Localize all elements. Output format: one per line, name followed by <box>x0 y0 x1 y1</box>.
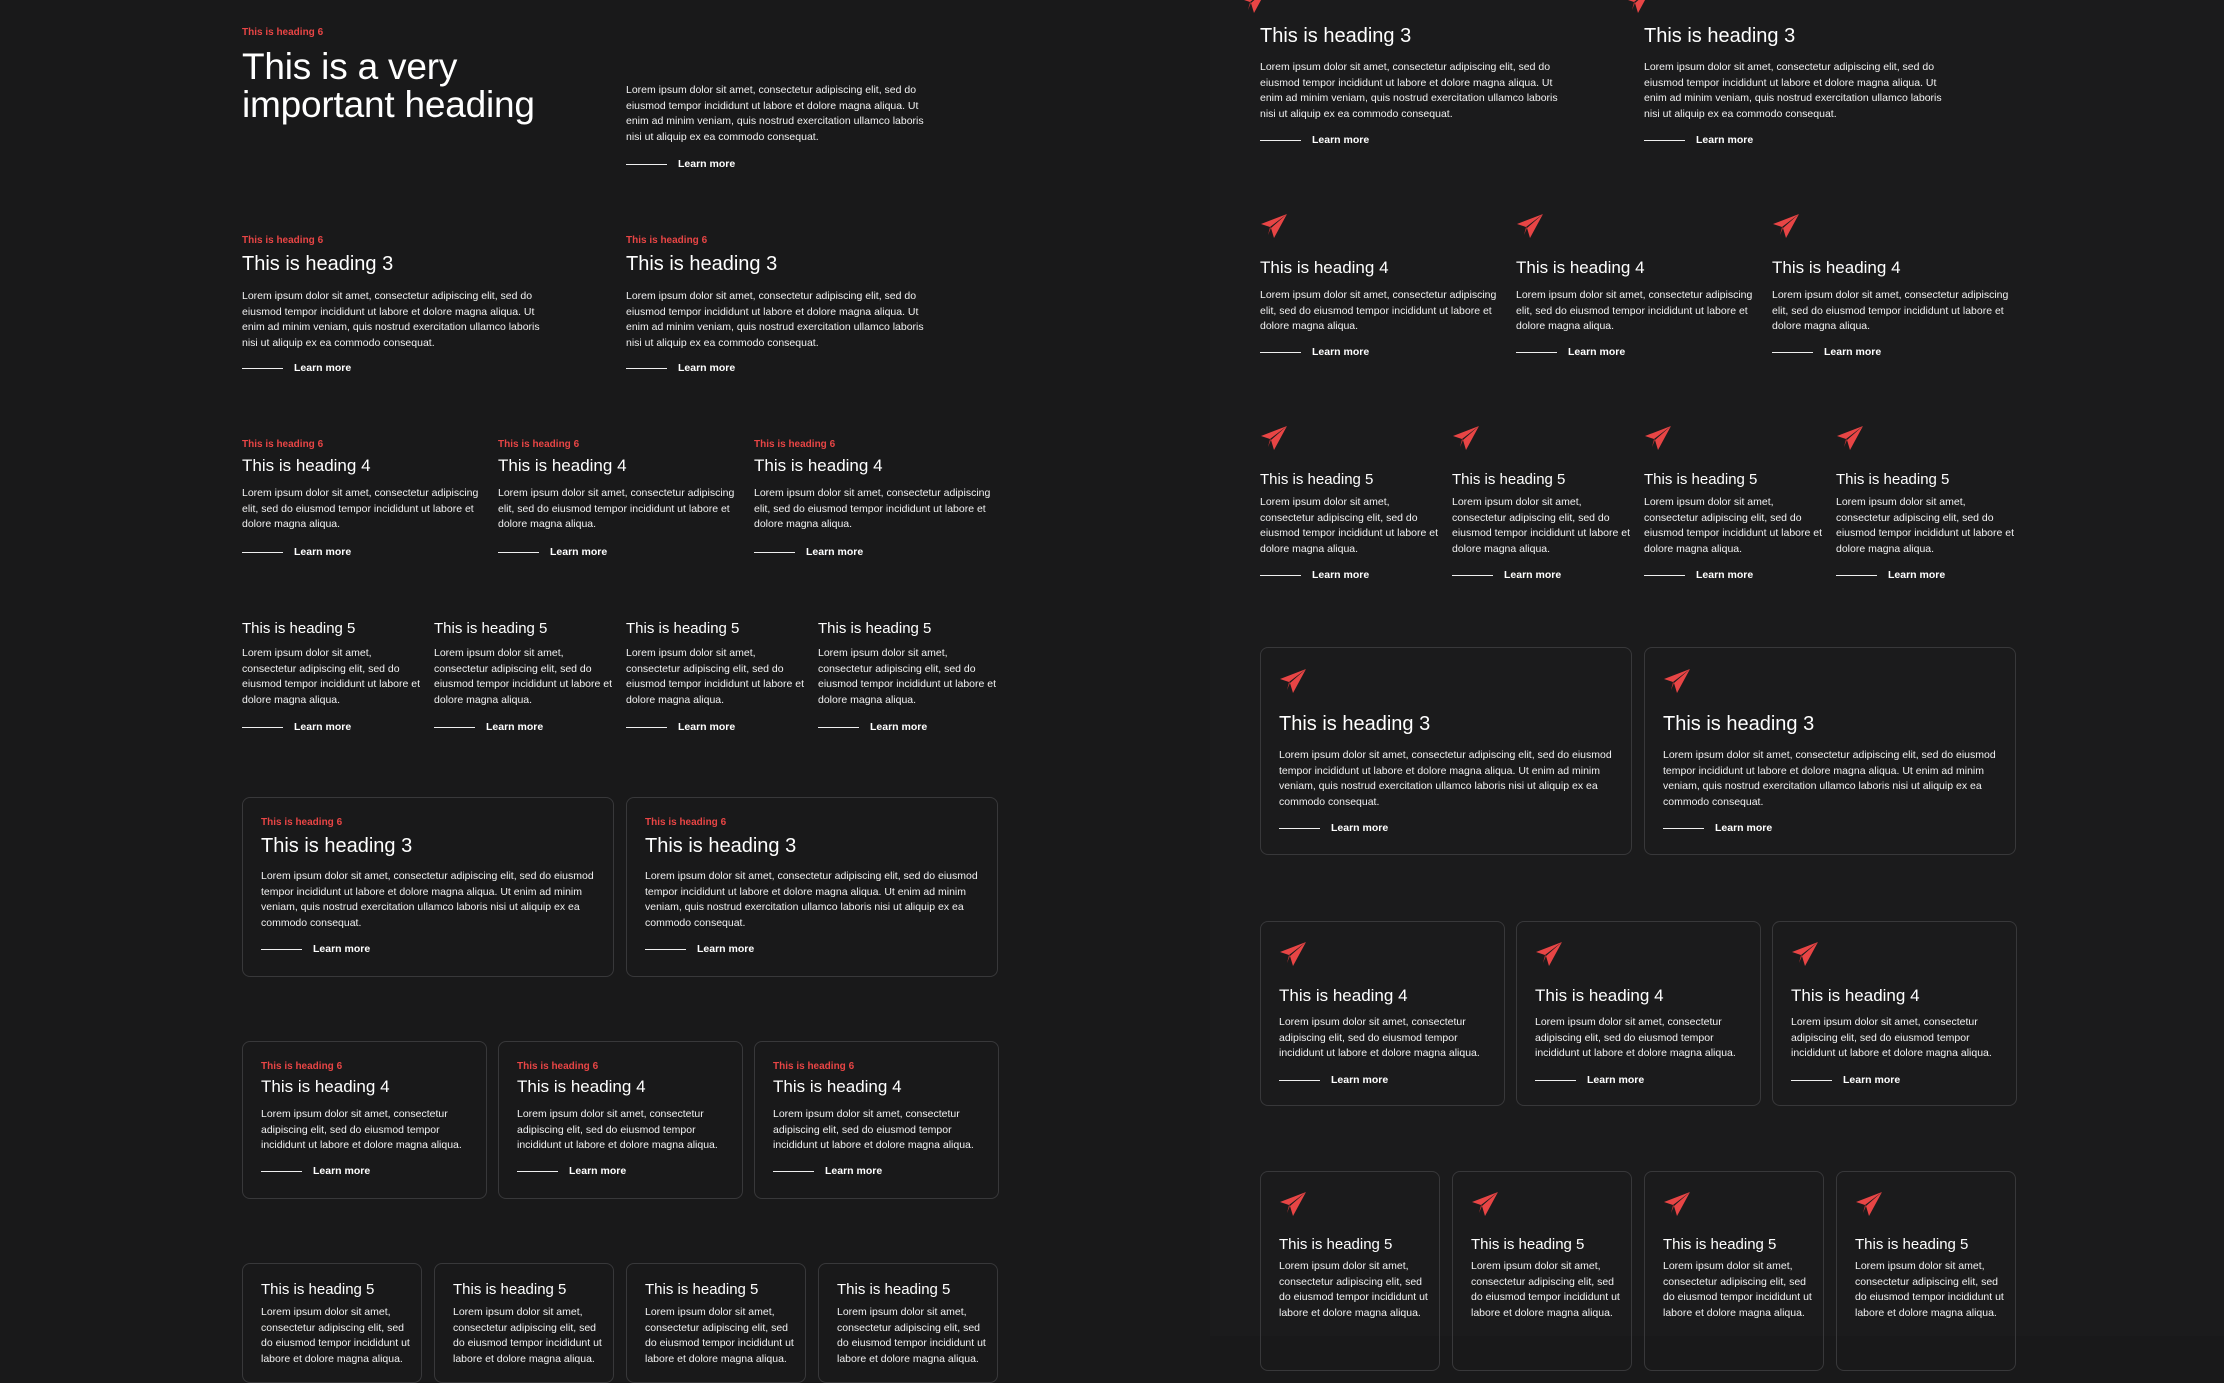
link-line <box>1516 352 1557 353</box>
link-line <box>1644 575 1685 576</box>
section-body: Lorem ipsum dolor sit amet, consectetur adipiscing elit, sed do eiusmod tempor incididunt ut labore et dolore magna aliqua. <box>1836 496 2015 555</box>
learn-more-link[interactable] <box>1260 346 1369 358</box>
learn-more-link[interactable] <box>242 362 351 374</box>
learn-more-label: Learn more <box>825 1165 883 1177</box>
section-body: Lorem ipsum dolor sit amet, consectetur adipiscing elit, sed do eiusmod tempor incididunt ut labore et dolore magna aliqua. Ut enim ad minim veniam, quis nostrud exercitation ullamco laboris nisi ut aliquip ex ea commodo consequat. <box>1260 61 1558 120</box>
card-heading: This is heading 5 <box>1855 1236 1969 1253</box>
card-body: Lorem ipsum dolor sit amet, consectetur adipiscing elit, sed do eiusmod tempor incididunt ut labore et dolore magna aliqua. <box>1663 1260 1812 1319</box>
card-body: Lorem ipsum dolor sit amet, consectetur adipiscing elit, sed do eiusmod tempor incididunt ut labore et dolore magna aliqua. Ut enim ad minim veniam, quis nostrud exercitation ullamco laboris nisi ut aliquip ex ea commodo consequat. <box>1663 749 1996 808</box>
learn-more-link[interactable] <box>1516 346 1625 358</box>
section-body: Lorem ipsum dolor sit amet, consectetur adipiscing elit, sed do eiusmod tempor incididunt ut labore et dolore magna aliqua. <box>1260 496 1439 555</box>
eyebrow-heading: This is heading 6 <box>242 235 324 246</box>
eyebrow-heading: This is heading 6 <box>242 27 324 38</box>
eyebrow-heading: This is heading 6 <box>773 1061 855 1072</box>
section-body: Lorem ipsum dolor sit amet, consectetur adipiscing elit, sed do eiusmod tempor incididunt ut labore et dolore magna aliqua. <box>1772 289 2009 332</box>
card-heading: This is heading 4 <box>1535 986 1664 1005</box>
link-line <box>818 727 859 728</box>
link-line <box>1791 1080 1832 1081</box>
section-heading: This is heading 5 <box>1644 471 1758 488</box>
learn-more-label: Learn more <box>678 362 736 374</box>
card-body: Lorem ipsum dolor sit amet, consectetur adipiscing elit, sed do eiusmod tempor incididunt ut labore et dolore magna aliqua. <box>1535 1016 1736 1059</box>
link-line <box>626 368 667 369</box>
learn-more-label: Learn more <box>550 546 608 558</box>
link-line <box>1836 575 1877 576</box>
learn-more-label: Learn more <box>1696 134 1754 146</box>
section-heading: This is heading 5 <box>1452 471 1566 488</box>
card-body: Lorem ipsum dolor sit amet, consectetur adipiscing elit, sed do eiusmod tempor incididunt ut labore et dolore magna aliqua. Ut enim ad minim veniam, quis nostrud exercitation ullamco laboris nisi ut aliquip ex ea commodo consequat. <box>1279 749 1612 808</box>
learn-more-label: Learn more <box>870 721 928 733</box>
link-line <box>498 552 539 553</box>
paper-plane-icon <box>1279 1191 1307 1217</box>
learn-more-label: Learn more <box>806 546 864 558</box>
learn-more-label: Learn more <box>1331 1074 1389 1086</box>
learn-more-label: Learn more <box>294 546 352 558</box>
card-body: Lorem ipsum dolor sit amet, consectetur adipiscing elit, sed do eiusmod tempor incididunt ut labore et dolore magna aliqua. Ut enim ad minim veniam, quis nostrud exercitation ullamco laboris nisi ut aliquip ex ea commodo consequat. <box>645 870 978 929</box>
learn-more-link[interactable] <box>1279 822 1388 834</box>
link-line <box>1260 352 1301 353</box>
link-line <box>1535 1080 1576 1081</box>
learn-more-link[interactable] <box>261 1165 370 1177</box>
card-heading: This is heading 5 <box>1471 1236 1585 1253</box>
learn-more-label: Learn more <box>678 721 736 733</box>
section-heading: This is heading 3 <box>1644 25 1796 47</box>
right-panel <box>1210 0 2224 1336</box>
learn-more-link[interactable] <box>242 546 351 558</box>
link-line <box>434 727 475 728</box>
learn-more-link[interactable] <box>434 721 543 733</box>
card-heading: This is heading 5 <box>645 1281 759 1298</box>
learn-more-link[interactable] <box>261 943 370 955</box>
learn-more-link[interactable] <box>773 1165 882 1177</box>
link-line <box>1260 140 1301 141</box>
learn-more-label: Learn more <box>1824 346 1882 358</box>
section-body: Lorem ipsum dolor sit amet, consectetur adipiscing elit, sed do eiusmod tempor incididunt ut labore et dolore magna aliqua. <box>242 487 479 530</box>
link-line <box>1260 575 1301 576</box>
card-body: Lorem ipsum dolor sit amet, consectetur adipiscing elit, sed do eiusmod tempor incididunt ut labore et dolore magna aliqua. <box>645 1306 794 1365</box>
link-line <box>1663 828 1704 829</box>
learn-more-label: Learn more <box>1331 822 1389 834</box>
card-heading: This is heading 3 <box>1663 713 1815 735</box>
section-heading: This is heading 4 <box>242 456 371 475</box>
eyebrow-heading: This is heading 6 <box>261 1061 343 1072</box>
section-body: Lorem ipsum dolor sit amet, consectetur adipiscing elit, sed do eiusmod tempor incididunt ut labore et dolore magna aliqua. <box>626 647 805 706</box>
paper-plane-icon <box>1663 1191 1691 1217</box>
card-heading: This is heading 3 <box>261 835 413 857</box>
eyebrow-heading: This is heading 6 <box>754 439 836 450</box>
learn-more-label: Learn more <box>1504 569 1562 581</box>
link-line <box>517 1171 558 1172</box>
learn-more-link[interactable] <box>1535 1074 1644 1086</box>
learn-more-label: Learn more <box>1888 569 1946 581</box>
learn-more-link[interactable] <box>1791 1074 1900 1086</box>
learn-more-label: Learn more <box>294 362 352 374</box>
learn-more-link[interactable] <box>1279 1074 1388 1086</box>
learn-more-label: Learn more <box>678 158 736 170</box>
section-body: Lorem ipsum dolor sit amet, consectetur adipiscing elit, sed do eiusmod tempor incididunt ut labore et dolore magna aliqua. <box>754 487 991 530</box>
paper-plane-icon <box>1772 213 1800 239</box>
learn-more-link[interactable] <box>1772 346 1881 358</box>
card-body: Lorem ipsum dolor sit amet, consectetur adipiscing elit, sed do eiusmod tempor incididunt ut labore et dolore magna aliqua. Ut enim ad minim veniam, quis nostrud exercitation ullamco laboris nisi ut aliquip ex ea commodo consequat. <box>261 870 594 929</box>
card-heading: This is heading 4 <box>517 1077 646 1096</box>
learn-more-link[interactable] <box>1836 569 1945 581</box>
learn-more-label: Learn more <box>486 721 544 733</box>
section-heading: This is heading 4 <box>1772 258 1901 277</box>
card-heading: This is heading 3 <box>645 835 797 857</box>
link-line <box>242 727 283 728</box>
paper-plane-icon <box>1855 1191 1883 1217</box>
page-title: This is a very important heading <box>242 46 535 125</box>
learn-more-link[interactable] <box>626 158 735 170</box>
section-body: Lorem ipsum dolor sit amet, consectetur adipiscing elit, sed do eiusmod tempor incididunt ut labore et dolore magna aliqua. <box>1452 496 1631 555</box>
section-body: Lorem ipsum dolor sit amet, consectetur adipiscing elit, sed do eiusmod tempor incididunt ut labore et dolore magna aliqua. <box>1260 289 1497 332</box>
card-heading: This is heading 4 <box>1279 986 1408 1005</box>
learn-more-label: Learn more <box>1696 569 1754 581</box>
learn-more-link[interactable] <box>498 546 607 558</box>
section-body: Lorem ipsum dolor sit amet, consectetur adipiscing elit, sed do eiusmod tempor incididunt ut labore et dolore magna aliqua. <box>1644 496 1823 555</box>
card-body: Lorem ipsum dolor sit amet, consectetur adipiscing elit, sed do eiusmod tempor incididunt ut labore et dolore magna aliqua. <box>261 1108 462 1151</box>
learn-more-label: Learn more <box>1587 1074 1645 1086</box>
card-body: Lorem ipsum dolor sit amet, consectetur adipiscing elit, sed do eiusmod tempor incididunt ut labore et dolore magna aliqua. <box>261 1306 410 1365</box>
learn-more-link[interactable] <box>1260 569 1369 581</box>
paper-plane-icon <box>1260 213 1288 239</box>
card-heading: This is heading 5 <box>1663 1236 1777 1253</box>
section-heading: This is heading 5 <box>434 620 548 637</box>
paper-plane-icon <box>1791 941 1819 967</box>
section-heading: This is heading 5 <box>1836 471 1950 488</box>
section-body: Lorem ipsum dolor sit amet, consectetur adipiscing elit, sed do eiusmod tempor incididunt ut labore et dolore magna aliqua. <box>434 647 613 706</box>
card-body: Lorem ipsum dolor sit amet, consectetur adipiscing elit, sed do eiusmod tempor incididunt ut labore et dolore magna aliqua. <box>1791 1016 1992 1059</box>
section-body: Lorem ipsum dolor sit amet, consectetur adipiscing elit, sed do eiusmod tempor incididunt ut labore et dolore magna aliqua. <box>498 487 735 530</box>
paper-plane-icon <box>1516 213 1544 239</box>
link-line <box>645 949 686 950</box>
card-heading: This is heading 4 <box>1791 986 1920 1005</box>
card-heading: This is heading 5 <box>261 1281 375 1298</box>
section-heading: This is heading 5 <box>1260 471 1374 488</box>
learn-more-link[interactable] <box>645 943 754 955</box>
learn-more-label: Learn more <box>569 1165 627 1177</box>
section-heading: This is heading 5 <box>818 620 932 637</box>
eyebrow-heading: This is heading 6 <box>517 1061 599 1072</box>
section-body: Lorem ipsum dolor sit amet, consectetur adipiscing elit, sed do eiusmod tempor incididunt ut labore et dolore magna aliqua. Ut enim ad minim veniam, quis nostrud exercitation ullamco laboris nisi ut aliquip ex ea commodo consequat. <box>626 290 924 349</box>
learn-more-link[interactable] <box>754 546 863 558</box>
card-heading: This is heading 3 <box>1279 713 1431 735</box>
card-heading: This is heading 5 <box>837 1281 951 1298</box>
learn-more-link[interactable] <box>1663 822 1772 834</box>
card-body: Lorem ipsum dolor sit amet, consectetur adipiscing elit, sed do eiusmod tempor incididunt ut labore et dolore magna aliqua. <box>517 1108 718 1151</box>
section-heading: This is heading 5 <box>626 620 740 637</box>
card-heading: This is heading 5 <box>1279 1236 1393 1253</box>
eyebrow-heading: This is heading 6 <box>242 439 324 450</box>
link-line <box>626 164 667 165</box>
card-body: Lorem ipsum dolor sit amet, consectetur adipiscing elit, sed do eiusmod tempor incididunt ut labore et dolore magna aliqua. <box>1855 1260 2004 1319</box>
link-line <box>1279 828 1320 829</box>
paper-plane-icon <box>1644 425 1672 451</box>
section-heading: This is heading 4 <box>1260 258 1389 277</box>
section-heading: This is heading 4 <box>1516 258 1645 277</box>
section-body: Lorem ipsum dolor sit amet, consectetur adipiscing elit, sed do eiusmod tempor incididunt ut labore et dolore magna aliqua. <box>242 647 421 706</box>
paper-plane-icon <box>1240 0 1268 14</box>
paper-plane-icon <box>1663 668 1691 694</box>
section-body: Lorem ipsum dolor sit amet, consectetur adipiscing elit, sed do eiusmod tempor incididunt ut labore et dolore magna aliqua. Ut enim ad minim veniam, quis nostrud exercitation ullamco laboris nisi ut aliquip ex ea commodo consequat. <box>1644 61 1942 120</box>
card-body: Lorem ipsum dolor sit amet, consectetur adipiscing elit, sed do eiusmod tempor incididunt ut labore et dolore magna aliqua. <box>1279 1260 1428 1319</box>
paper-plane-icon <box>1260 425 1288 451</box>
paper-plane-icon <box>1452 425 1480 451</box>
learn-more-label: Learn more <box>1312 134 1370 146</box>
card-body: Lorem ipsum dolor sit amet, consectetur adipiscing elit, sed do eiusmod tempor incididunt ut labore et dolore magna aliqua. <box>453 1306 602 1365</box>
link-line <box>1772 352 1813 353</box>
learn-more-link[interactable] <box>242 721 351 733</box>
section-heading: This is heading 3 <box>242 253 394 275</box>
learn-more-label: Learn more <box>1312 346 1370 358</box>
card-heading: This is heading 4 <box>773 1077 902 1096</box>
left-panel <box>0 0 1010 1365</box>
learn-more-link[interactable] <box>1452 569 1561 581</box>
card-body: Lorem ipsum dolor sit amet, consectetur adipiscing elit, sed do eiusmod tempor incididunt ut labore et dolore magna aliqua. <box>1471 1260 1620 1319</box>
section-heading: This is heading 4 <box>754 456 883 475</box>
card-body: Lorem ipsum dolor sit amet, consectetur adipiscing elit, sed do eiusmod tempor incididunt ut labore et dolore magna aliqua. <box>773 1108 974 1151</box>
learn-more-link[interactable] <box>1644 134 1753 146</box>
learn-more-label: Learn more <box>1843 1074 1901 1086</box>
learn-more-link[interactable] <box>818 721 927 733</box>
paper-plane-icon <box>1836 425 1864 451</box>
hero-body: Lorem ipsum dolor sit amet, consectetur adipiscing elit, sed do eiusmod tempor incididunt ut labore et dolore magna aliqua. Ut enim ad minim veniam, quis nostrud exercitation ullamco laboris nisi ut aliquip ex ea commodo consequat. <box>626 84 924 143</box>
eyebrow-heading: This is heading 6 <box>645 817 727 828</box>
link-line <box>626 727 667 728</box>
learn-more-link[interactable] <box>626 721 735 733</box>
learn-more-link[interactable] <box>1644 569 1753 581</box>
section-heading: This is heading 5 <box>242 620 356 637</box>
learn-more-label: Learn more <box>294 721 352 733</box>
paper-plane-icon <box>1279 941 1307 967</box>
card-heading: This is heading 4 <box>261 1077 390 1096</box>
link-line <box>261 1171 302 1172</box>
section-heading: This is heading 3 <box>1260 25 1412 47</box>
learn-more-link[interactable] <box>626 362 735 374</box>
link-line <box>1279 1080 1320 1081</box>
card-heading: This is heading 5 <box>453 1281 567 1298</box>
card-body: Lorem ipsum dolor sit amet, consectetur adipiscing elit, sed do eiusmod tempor incididunt ut labore et dolore magna aliqua. <box>1279 1016 1480 1059</box>
link-line <box>261 949 302 950</box>
learn-more-link[interactable] <box>517 1165 626 1177</box>
link-line <box>1452 575 1493 576</box>
eyebrow-heading: This is heading 6 <box>498 439 580 450</box>
link-line <box>242 368 283 369</box>
link-line <box>1644 140 1685 141</box>
link-line <box>773 1171 814 1172</box>
learn-more-label: Learn more <box>1312 569 1370 581</box>
paper-plane-icon <box>1624 0 1652 14</box>
link-line <box>242 552 283 553</box>
learn-more-label: Learn more <box>1715 822 1773 834</box>
section-heading: This is heading 3 <box>626 253 778 275</box>
learn-more-label: Learn more <box>313 1165 371 1177</box>
learn-more-label: Learn more <box>697 943 755 955</box>
section-body: Lorem ipsum dolor sit amet, consectetur adipiscing elit, sed do eiusmod tempor incididunt ut labore et dolore magna aliqua. Ut enim ad minim veniam, quis nostrud exercitation ullamco laboris nisi ut aliquip ex ea commodo consequat. <box>242 290 540 349</box>
card-body: Lorem ipsum dolor sit amet, consectetur adipiscing elit, sed do eiusmod tempor incididunt ut labore et dolore magna aliqua. <box>837 1306 986 1365</box>
learn-more-link[interactable] <box>1260 134 1369 146</box>
paper-plane-icon <box>1471 1191 1499 1217</box>
link-line <box>754 552 795 553</box>
section-body: Lorem ipsum dolor sit amet, consectetur adipiscing elit, sed do eiusmod tempor incididunt ut labore et dolore magna aliqua. <box>818 647 997 706</box>
paper-plane-icon <box>1279 668 1307 694</box>
paper-plane-icon <box>1535 941 1563 967</box>
learn-more-label: Learn more <box>313 943 371 955</box>
eyebrow-heading: This is heading 6 <box>261 817 343 828</box>
section-body: Lorem ipsum dolor sit amet, consectetur adipiscing elit, sed do eiusmod tempor incididunt ut labore et dolore magna aliqua. <box>1516 289 1753 332</box>
learn-more-label: Learn more <box>1568 346 1626 358</box>
section-heading: This is heading 4 <box>498 456 627 475</box>
eyebrow-heading: This is heading 6 <box>626 235 708 246</box>
